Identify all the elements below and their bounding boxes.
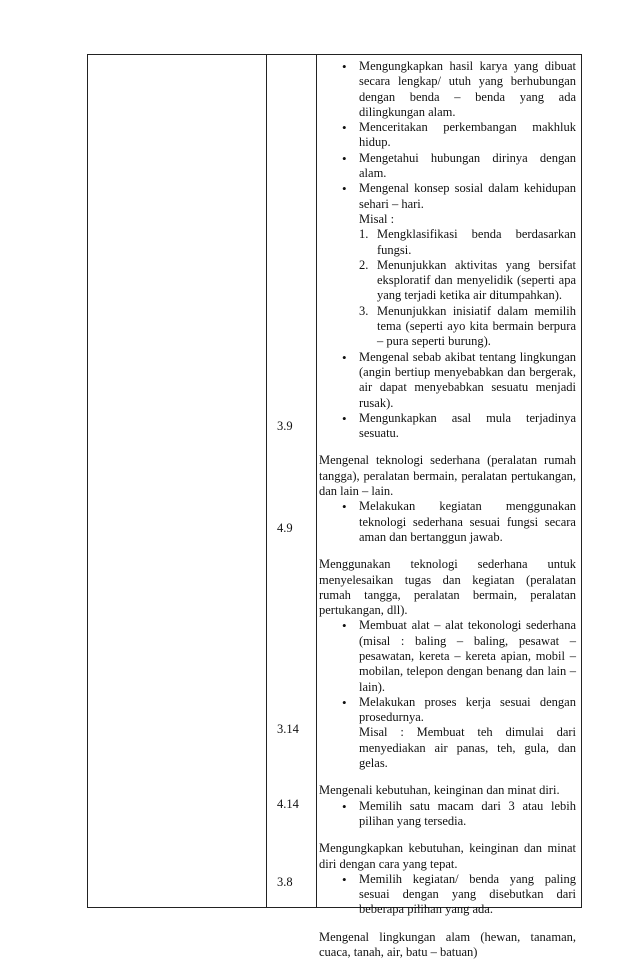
column-divider-2: [316, 55, 317, 907]
code-3-14: 3.14: [277, 722, 299, 736]
code-4-14: 4.14: [277, 797, 299, 811]
section-heading-3-8: Mengenal lingkungan alam (hewan, tanaman, cuaca, tanah, air, batu – batuan): [319, 929, 576, 960]
list-item: [359, 181, 576, 349]
numbered-list: [359, 227, 576, 349]
code-3-9: 3.9: [277, 419, 293, 433]
numbered-item: [359, 303, 576, 350]
bullet-list-top: [319, 59, 576, 441]
misal-example: Misal : Membuat teh dimulai dari menyediakan air panas, teh, gula, dan gelas.: [359, 725, 576, 771]
section-heading-4-9: Menggunakan teknologi sederhana untuk menyelesaikan tugas dan kegiatan (peralatan rumah tangga, peralatan bermain, peralatan pertukangan, dll).: [319, 557, 576, 618]
bullet-list-3-9: [319, 499, 576, 545]
list-item: • Memilih kegiatan/ benda yang paling sesuai dengan yang disebutkan dari beberapa pilihan yang ada.: [359, 872, 576, 918]
code-3-8: 3.8: [277, 875, 293, 889]
bullet-list-4-14: [319, 872, 576, 918]
bullet-list-3-14: [319, 799, 576, 830]
numbered-item: [359, 257, 576, 304]
item-text: Mengklasifikasi benda berdasarkan fungsi.: [377, 227, 576, 257]
item-number: 2.: [359, 257, 369, 272]
bullet-list-4-9: [319, 618, 576, 771]
list-item: • Mengetahui hubungan dirinya dengan alam.: [359, 151, 576, 182]
code-4-9: 4.9: [277, 521, 293, 535]
competency-table: [87, 54, 582, 960]
section-heading-3-9: Mengenal teknologi sederhana (peralatan rumah tangga), peralatan bermain, peralatan pertukangan, dan lain – lain.: [319, 453, 576, 499]
list-item: • Memilih satu macam dari 3 atau lebih pilihan yang tersedia.: [359, 799, 576, 830]
item-text: Menunjukkan inisiatif dalam memilih tema (seperti ayo kita bermain berpura – pura seperti burung).: [377, 303, 576, 349]
item-number: 3.: [359, 303, 369, 318]
list-item-text: Melakukan proses kerja sesuai dengan prosedurnya.: [359, 694, 576, 725]
list-item: [359, 695, 576, 771]
item-text: Menunjukkan aktivitas yang bersifat eksploratif dan menyelidik (seperti apa yang terjadi ketika air ditumpahkan).: [377, 257, 576, 303]
list-item: • Mengungkapkan hasil karya yang dibuat secara lengkap/ utuh yang berhubungan dengan benda – benda yang ada dilingkungan alam.: [359, 59, 576, 120]
section-heading-4-14: Mengungkapkan kebutuhan, keinginan dan minat diri dengan cara yang tepat.: [319, 841, 576, 871]
content-column: [319, 59, 576, 960]
list-item: • Membuat alat – alat tekonologi sederhana (misal : baling – baling, pesawat – pesawatan, kereta – kereta apian, mobil – mobilan, telepon dengan benang dan lain – lain).: [359, 618, 576, 694]
list-item: • Mengenal sebab akibat tentang lingkungan (angin bertiup menyebabkan dan bergerak, air dapat menyebabkan sesuatu menjadi rusak).: [359, 350, 576, 411]
misal-label: Misal :: [359, 211, 395, 226]
list-item: • Melakukan kegiatan menggunakan teknologi sederhana sesuai fungsi secara aman dan bertanggun jawab.: [359, 499, 576, 545]
numbered-item: [359, 227, 576, 258]
list-item-text: Mengenal konsep sosial dalam kehidupan sehari – hari.: [359, 181, 576, 211]
list-item: • Menceritakan perkembangan makhluk hidup.: [359, 120, 576, 151]
list-item: • Mengunkapkan asal mula terjadinya sesuatu.: [359, 411, 576, 442]
column-divider-1: [266, 55, 267, 907]
section-heading-3-14: Mengenali kebutuhan, keinginan dan minat diri.: [319, 783, 560, 798]
item-number: 1.: [359, 227, 369, 242]
